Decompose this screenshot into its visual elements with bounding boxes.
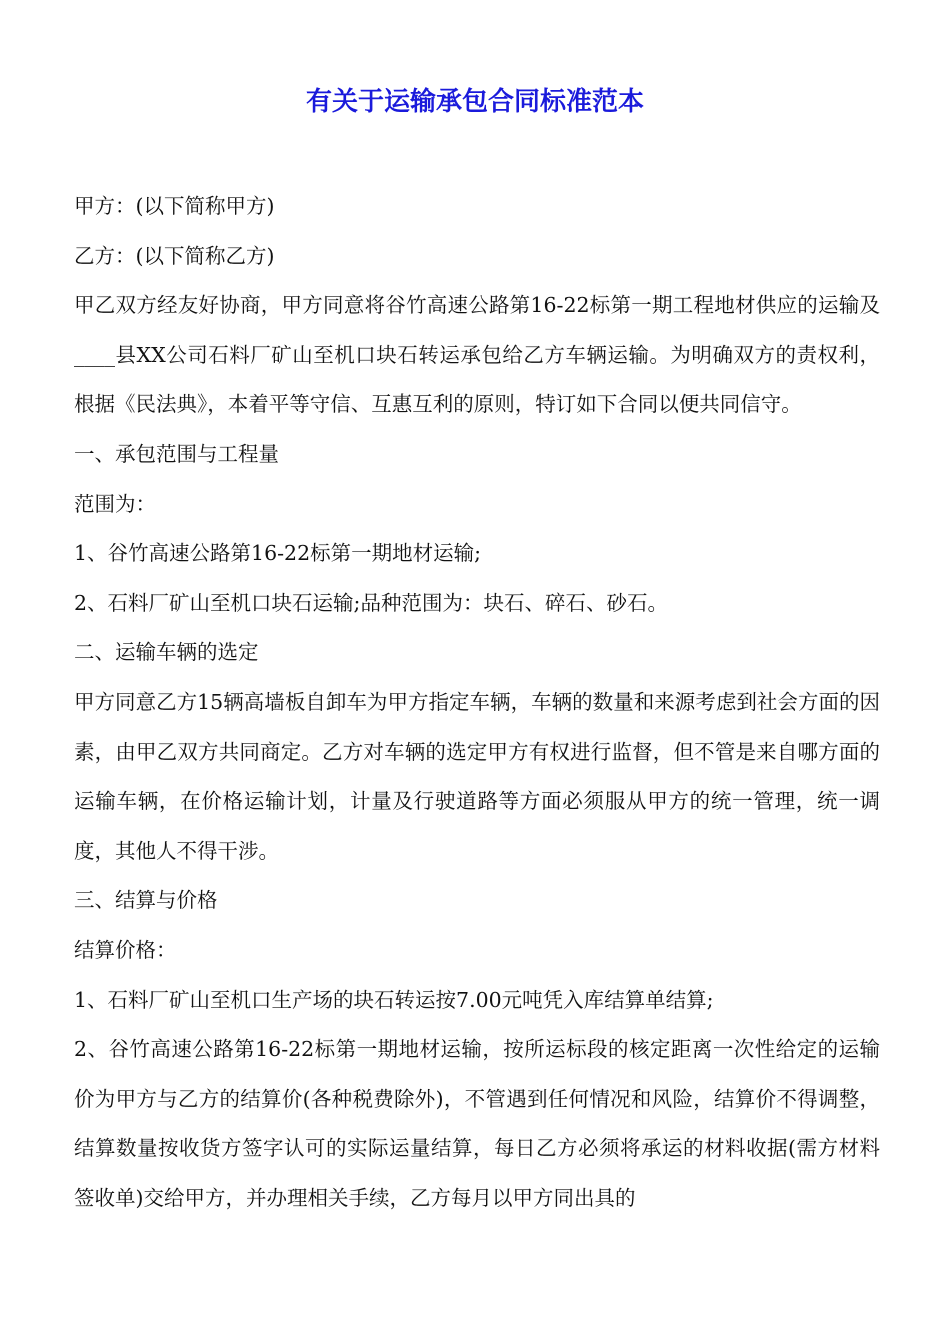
paragraph-vehicles: 甲方同意乙方15辆高墙板自卸车为甲方指定车辆，车辆的数量和来源考虑到社会方面的因素，由甲乙双方共同商定。乙方对车辆的选定甲方有权进行监督，但不管是来自哪方面的运输车辆，在价格运输计划，计量及行驶道路等方面必须服从甲方的统一管理，统一调度，其他人不得干涉。 (74, 689, 880, 863)
section-heading-scope: 一、承包范围与工程量 (74, 441, 279, 466)
section-heading-vehicles: 二、运输车辆的选定 (74, 640, 259, 665)
list-item-settlement-1: 1、石料厂矿山至机口生产场的块石转运按7.00元吨凭入库结算单结算; (74, 987, 714, 1012)
list-item-settlement-2: 2、谷竹高速公路第16-22标第一期地材运输，按所运标段的核定距离一次性给定的运输价为甲方与乙方的结算价(各种税费除外)，不管遇到任何情况和风险，结算价不得调整，结算数量按收货方签字认可的实际运量结算，每日乙方必须将承运的材料收据(需方材料签收单)交给甲方，并办理相关手续，乙方每月以甲方同出具的 (74, 1037, 880, 1210)
paragraph-scope-label: 范围为： (74, 491, 156, 516)
section-heading-settlement: 三、结算与价格 (74, 888, 218, 913)
list-item-scope-1: 1、谷竹高速公路第16-22标第一期地材运输; (74, 541, 482, 566)
paragraph-settlement-label: 结算价格： (74, 937, 177, 962)
paragraph-party-a: 甲方：(以下简称甲方) (74, 194, 275, 218)
paragraph-preamble: 甲乙双方经友好协商，甲方同意将谷竹高速公路第16-22标第一期工程地材供应的运输及____县XX公司石料厂矿山至机口块石转运承包给乙方车辆运输。为明确双方的责权利，根据《民法典》，本着平等守信、互惠互利的原则，特订如下合同以便共同信守。 (74, 293, 880, 417)
list-item-scope-2: 2、石料厂矿山至机口块石运输;品种范围为：块石、碎石、砂石。 (74, 590, 668, 615)
paragraph-party-b: 乙方：(以下简称乙方) (74, 243, 275, 268)
document-title: 有关于运输承包合同标准范本 (305, 87, 644, 117)
document-body (74, 182, 880, 1223)
